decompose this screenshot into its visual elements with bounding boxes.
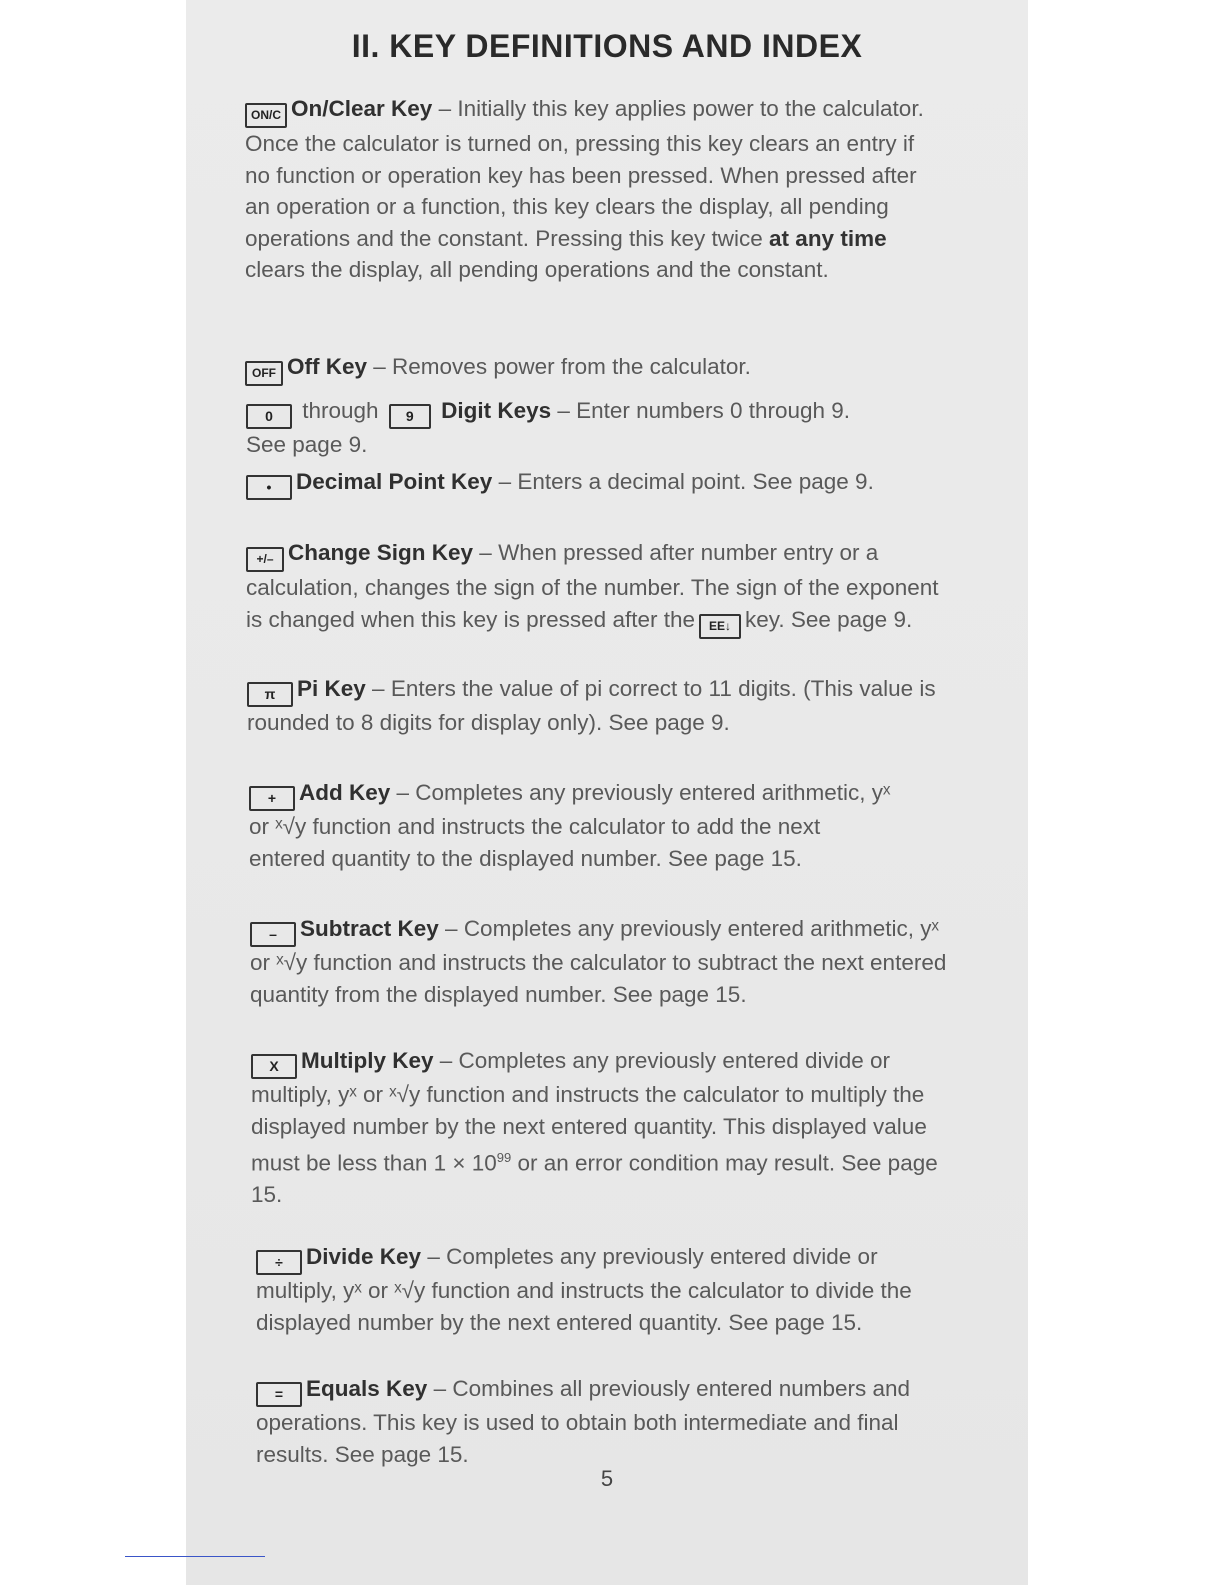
multiply-key-text-2: or an error condition may result. See page 15. bbox=[251, 1150, 938, 1207]
page-number: 5 bbox=[600, 1466, 614, 1491]
ee-key-icon: EE↓ bbox=[699, 614, 741, 639]
page-title: II. KEY DEFINITIONS AND INDEX bbox=[351, 28, 863, 64]
on-clear-key-text-2: clears the display, all pending operations and the constant. bbox=[245, 257, 829, 282]
multiply-key-icon: X bbox=[251, 1054, 297, 1079]
change-sign-key-icon: +/– bbox=[246, 547, 284, 572]
change-sign-key-text-2: key. See page 9. bbox=[745, 606, 913, 632]
decimal-point-key-text: – Enters a decimal point. See page 9. bbox=[492, 469, 874, 494]
entry-equals-key bbox=[256, 1373, 936, 1470]
add-key-name: Add Key bbox=[299, 780, 391, 805]
add-key-text: – Completes any previously entered arithmetic, yˣ or ˣ√y function and instructs the calculator to add the next entered quantity to the displayed number. See page 15. bbox=[249, 780, 891, 871]
equals-key-icon: = bbox=[256, 1382, 302, 1407]
equals-key-text: – Combines all previously entered numbers and operations. This key is used to obtain both intermediate and final results. See page 15. bbox=[256, 1376, 911, 1467]
pi-key-name: Pi Key bbox=[297, 676, 366, 701]
subtract-key-icon: – bbox=[250, 922, 296, 947]
footer-link-underline bbox=[125, 1556, 265, 1557]
multiply-key-name: Multiply Key bbox=[301, 1048, 434, 1073]
subtract-key-name: Subtract Key bbox=[300, 916, 439, 941]
entry-on-clear-key bbox=[245, 93, 945, 286]
equals-key-name: Equals Key bbox=[306, 1376, 428, 1401]
change-sign-key-text: – When pressed after number entry or a calculation, changes the sign of the number. The sign of the exponent is changed when this key is pressed after the bbox=[246, 540, 939, 632]
entry-pi-key bbox=[247, 673, 957, 739]
change-sign-key-name: Change Sign Key bbox=[288, 540, 474, 565]
subtract-key-text: – Completes any previously entered arithmetic, yˣ or ˣ√y function and instructs the calculator to subtract the next entered quantity from the displayed number. See page 15. bbox=[250, 916, 947, 1007]
entry-subtract-key bbox=[250, 913, 955, 1010]
entry-off-key bbox=[245, 351, 945, 386]
divide-key-text: – Completes any previously entered divide or multiply, yˣ or ˣ√y function and instructs the calculator to divide the displayed number by the next entered quantity. See page 15. bbox=[256, 1244, 912, 1335]
entry-decimal-point-key bbox=[246, 466, 946, 500]
divide-key-name: Divide Key bbox=[306, 1244, 422, 1269]
decimal-point-key-name: Decimal Point Key bbox=[296, 469, 493, 494]
on-clear-key-text: – Initially this key applies power to the calculator. Once the calculator is turned on, pressing this key clears an entry if no function or operation key has been pressed. When pressed after an operation or a function, this key clears the display, all pending operations and the constant. Pressing this key twice bbox=[245, 96, 924, 251]
off-key-name: Off Key bbox=[287, 354, 368, 379]
digit-keys-through: through bbox=[296, 398, 385, 423]
digit-keys-name: Digit Keys bbox=[434, 398, 552, 423]
digit-nine-key-icon: 9 bbox=[389, 404, 431, 429]
off-key-icon: OFF bbox=[245, 361, 283, 386]
entry-change-sign-key bbox=[246, 537, 956, 639]
on-clear-key-name: On/Clear Key bbox=[291, 96, 433, 121]
digit-zero-key-icon: 0 bbox=[246, 404, 292, 429]
divide-key-icon: ÷ bbox=[256, 1250, 302, 1275]
decimal-point-key-icon: • bbox=[246, 475, 292, 500]
pi-key-text: – Enters the value of pi correct to 11 digits. (This value is rounded to 8 digits for display only). See page 9. bbox=[247, 676, 936, 735]
entry-add-key bbox=[249, 777, 899, 874]
on-clear-key-icon: ON/C bbox=[245, 103, 287, 128]
entry-divide-key bbox=[256, 1241, 956, 1338]
on-clear-key-emphasis: at any time bbox=[769, 225, 887, 251]
multiply-key-text: – Completes any previously entered divide or multiply, yˣ or ˣ√y function and instructs the calculator to multiply the displayed number by the next entered quantity. This displayed value must be less than 1 × 10 bbox=[251, 1048, 927, 1176]
digit-keys-text: – Enter numbers 0 through 9. See page 9. bbox=[246, 398, 851, 457]
entry-multiply-key bbox=[251, 1045, 963, 1211]
entry-digit-keys bbox=[246, 395, 886, 461]
add-key-icon: + bbox=[249, 786, 295, 811]
multiply-key-exponent: 99 bbox=[496, 1150, 512, 1165]
pi-key-icon: π bbox=[247, 682, 293, 707]
off-key-text: – Removes power from the calculator. bbox=[367, 354, 751, 379]
